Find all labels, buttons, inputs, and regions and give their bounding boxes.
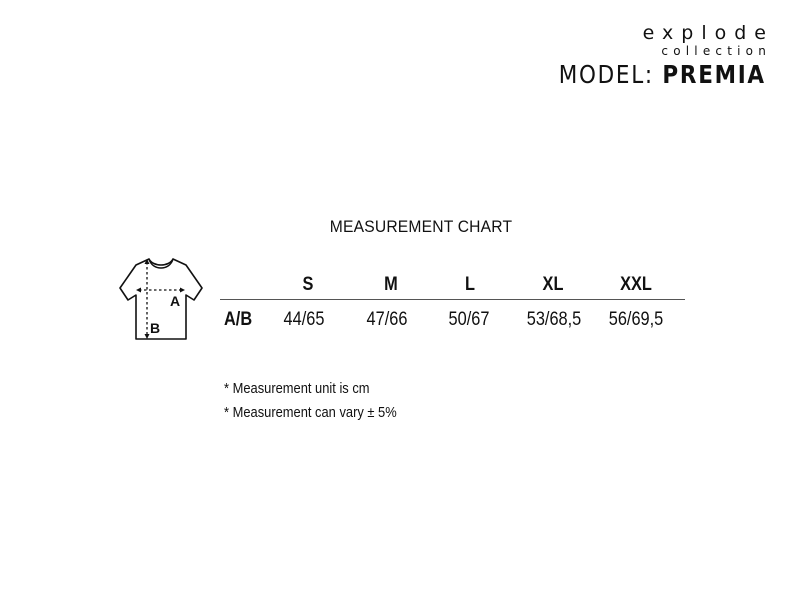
note-variance: * Measurement can vary ± 5% xyxy=(224,404,397,421)
model-line xyxy=(559,61,766,89)
size-header-s: S xyxy=(302,274,314,295)
value-xxl: 56/69,5 xyxy=(608,309,664,330)
size-header-xl: XL xyxy=(542,274,564,295)
value-l: 50/67 xyxy=(448,309,490,330)
notes xyxy=(224,377,397,425)
brand-name: explode xyxy=(642,22,774,44)
brand-subtitle: collection xyxy=(661,44,771,58)
size-table xyxy=(220,270,685,334)
size-header-l: L xyxy=(465,274,475,295)
brand-logo xyxy=(525,22,774,89)
measurement-row xyxy=(220,300,685,334)
arrow-a-left-icon xyxy=(136,288,141,293)
row-label-ab: A/B xyxy=(224,309,253,330)
model-label: MODEL: xyxy=(558,60,655,89)
size-header-m: M xyxy=(384,274,398,295)
size-header-xxl: XXL xyxy=(620,274,652,295)
note-unit: * Measurement unit is cm xyxy=(224,380,370,397)
model-value: PREMIA xyxy=(662,60,766,89)
value-m: 47/66 xyxy=(366,309,408,330)
chart-title: MEASUREMENT CHART xyxy=(329,217,513,236)
value-s: 44/65 xyxy=(283,309,325,330)
diagram-label-a: A xyxy=(170,293,181,309)
tshirt-outline xyxy=(120,259,202,339)
diagram-label-b: B xyxy=(150,320,161,336)
size-header-row xyxy=(220,270,685,300)
tshirt-diagram-icon xyxy=(118,255,204,343)
arrow-a-right-icon xyxy=(180,288,185,293)
value-xl: 53/68,5 xyxy=(526,309,582,330)
